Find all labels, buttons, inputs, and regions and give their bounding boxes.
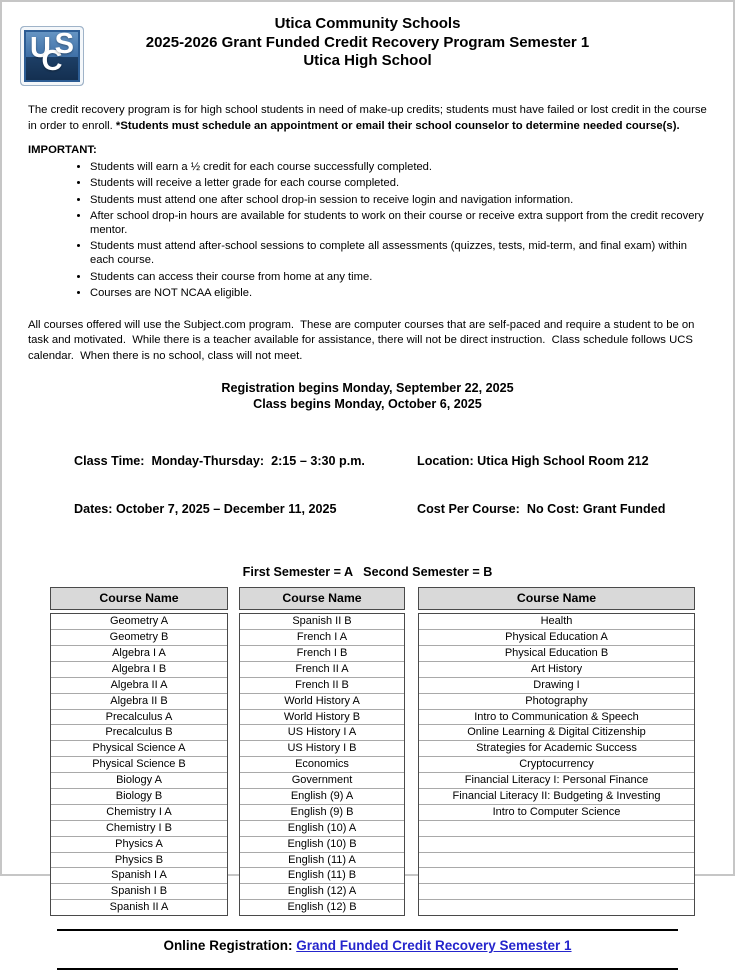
- table-row: English (12) A: [240, 884, 404, 900]
- cost-line: Cost Per Course: No Cost: Grant Funded: [417, 502, 666, 517]
- bullet-item: • Students will receive a letter grade for each course completed.: [90, 177, 707, 191]
- table-row: French I B: [240, 646, 404, 662]
- table-row: Intro to Computer Science: [419, 805, 694, 821]
- table-row: Physical Science B: [51, 757, 227, 773]
- table-row: Spanish I B: [51, 884, 227, 900]
- table-row: Chemistry I B: [51, 821, 227, 837]
- title-line-program: 2025-2026 Grant Funded Credit Recovery Program Semester 1: [145, 33, 590, 51]
- title-line-school: Utica High School: [303, 52, 432, 69]
- course-table-1-header: Course Name: [50, 587, 228, 610]
- table-row: French II A: [240, 662, 404, 678]
- table-row: Government: [240, 773, 404, 789]
- table-row: English (9) A: [240, 789, 404, 805]
- table-row: Algebra I A: [51, 646, 227, 662]
- table-row: [419, 853, 694, 869]
- registration-link[interactable]: Grand Funded Credit Recovery Semester 1: [296, 938, 572, 954]
- table-row: Spanish I A: [51, 868, 227, 884]
- table-row: English (11) B: [240, 868, 404, 884]
- program-paragraph: All courses offered will use the Subject.com program. These are computer courses that are self-paced and require a student to be on task and motivated. While there is a teacher available for assistance, there will not be direct instruction. Class schedule follows UCS calendar. When there is no school, class will not meet.: [28, 318, 698, 362]
- online-registration-bar: [57, 929, 678, 970]
- class-info-right: [417, 421, 733, 549]
- table-row: Precalculus A: [51, 710, 227, 726]
- bullet-item: • Courses are NOT NCAA eligible.: [90, 287, 707, 301]
- online-registration-label: Online Registration:: [163, 938, 297, 954]
- important-bullet-list: [28, 161, 707, 301]
- table-row: Online Learning & Digital Citizenship: [419, 725, 694, 741]
- table-row: English (10) A: [240, 821, 404, 837]
- important-label: IMPORTANT:: [28, 144, 97, 156]
- course-table-2-header: Course Name: [239, 587, 405, 610]
- important-section: [28, 143, 707, 301]
- document-header: [2, 2, 733, 88]
- table-row: Drawing I: [419, 678, 694, 694]
- table-row: Geometry A: [51, 614, 227, 630]
- table-row: English (11) A: [240, 853, 404, 869]
- table-row: English (10) B: [240, 837, 404, 853]
- intro-bold-text: *Students must schedule an appointment or email their school counselor to determine needed course(s).: [115, 119, 680, 132]
- course-table-3: [418, 587, 695, 916]
- bullet-item: • Students will earn a ½ credit for each course successfully completed.: [90, 161, 707, 175]
- course-table-3-header: Course Name: [418, 587, 695, 610]
- table-row: Intro to Communication & Speech: [419, 710, 694, 726]
- table-row: Algebra II B: [51, 694, 227, 710]
- table-row: Algebra II A: [51, 678, 227, 694]
- table-row: Photography: [419, 694, 694, 710]
- table-row: Physics A: [51, 837, 227, 853]
- table-row: World History A: [240, 694, 404, 710]
- course-tables: [50, 587, 733, 916]
- table-row: Health: [419, 614, 694, 630]
- semester-key: First Semester = A Second Semester = B: [242, 565, 493, 580]
- class-info-left: [74, 421, 417, 549]
- table-row: US History I B: [240, 741, 404, 757]
- registration-begins-line: Registration begins Monday, September 22, 2025: [221, 381, 514, 396]
- table-row: Physical Education B: [419, 646, 694, 662]
- table-row: Biology B: [51, 789, 227, 805]
- table-row: US History I A: [240, 725, 404, 741]
- class-time-line: Class Time: Monday-Thursday: 2:15 – 3:30 p.m.: [74, 454, 365, 469]
- table-row: English (12) B: [287, 901, 357, 914]
- table-row: Spanish II B: [240, 614, 404, 630]
- title-line-district: Utica Community Schools: [274, 15, 461, 32]
- logo-letter-u: U: [30, 32, 51, 64]
- table-row: Algebra I B: [51, 662, 227, 678]
- table-row: Chemistry I A: [51, 805, 227, 821]
- course-table-2: [239, 587, 405, 916]
- table-row: Financial Literacy I: Personal Finance: [419, 773, 694, 789]
- table-row: French II B: [240, 678, 404, 694]
- intro-paragraph: [28, 103, 710, 134]
- class-info-block: [74, 421, 733, 549]
- table-row: Physics B: [51, 853, 227, 869]
- dates-line: Dates: October 7, 2025 – December 11, 2025: [74, 502, 337, 517]
- class-begins-line: Class begins Monday, October 6, 2025: [253, 396, 482, 411]
- logo-letter-c: C: [41, 45, 63, 77]
- bullet-item: • Students can access their course from home at any time.: [90, 271, 707, 285]
- table-row: [419, 884, 694, 900]
- course-table-3-body: [418, 613, 695, 916]
- table-row: Cryptocurrency: [419, 757, 694, 773]
- bullet-item: • After school drop-in hours are available for students to work on their course or receive extra support from the credit recovery mentor.: [90, 210, 707, 238]
- location-line: Location: Utica High School Room 212: [417, 454, 649, 469]
- table-row: Strategies for Academic Success: [419, 741, 694, 757]
- table-row: French I A: [240, 630, 404, 646]
- logo-letter-s: S: [54, 28, 74, 60]
- bullet-item: • Students must attend one after school drop-in session to receive login and navigation information.: [90, 194, 707, 208]
- table-row: English (9) B: [240, 805, 404, 821]
- table-row: Art History: [419, 662, 694, 678]
- table-row: [419, 900, 694, 915]
- table-row: Financial Literacy II: Budgeting & Investing: [419, 789, 694, 805]
- course-table-1: [50, 587, 228, 916]
- table-row: Biology A: [51, 773, 227, 789]
- table-row: Economics: [240, 757, 404, 773]
- table-row: Physical Education A: [419, 630, 694, 646]
- course-table-2-body: [239, 613, 405, 916]
- table-row: Geometry B: [51, 630, 227, 646]
- table-row: Precalculus B: [51, 725, 227, 741]
- course-table-1-body: [50, 613, 228, 916]
- table-row: Physical Science A: [51, 741, 227, 757]
- table-row: [419, 868, 694, 884]
- ucs-logo-icon: [20, 26, 84, 86]
- intro-text: The credit recovery program is for high school students in need of make-up credits; students must have failed or lost credit in the course in order to enroll.: [28, 104, 710, 132]
- registration-dates: [2, 381, 733, 412]
- bullet-item: • Students must attend after-school sessions to complete all assessments (quizzes, tests, mid-term, and final exam) within each course.: [90, 240, 707, 268]
- table-row: [419, 821, 694, 837]
- document-title: [88, 2, 647, 71]
- table-row: Spanish II A: [109, 901, 169, 914]
- table-row: World History B: [240, 710, 404, 726]
- table-row: [419, 837, 694, 853]
